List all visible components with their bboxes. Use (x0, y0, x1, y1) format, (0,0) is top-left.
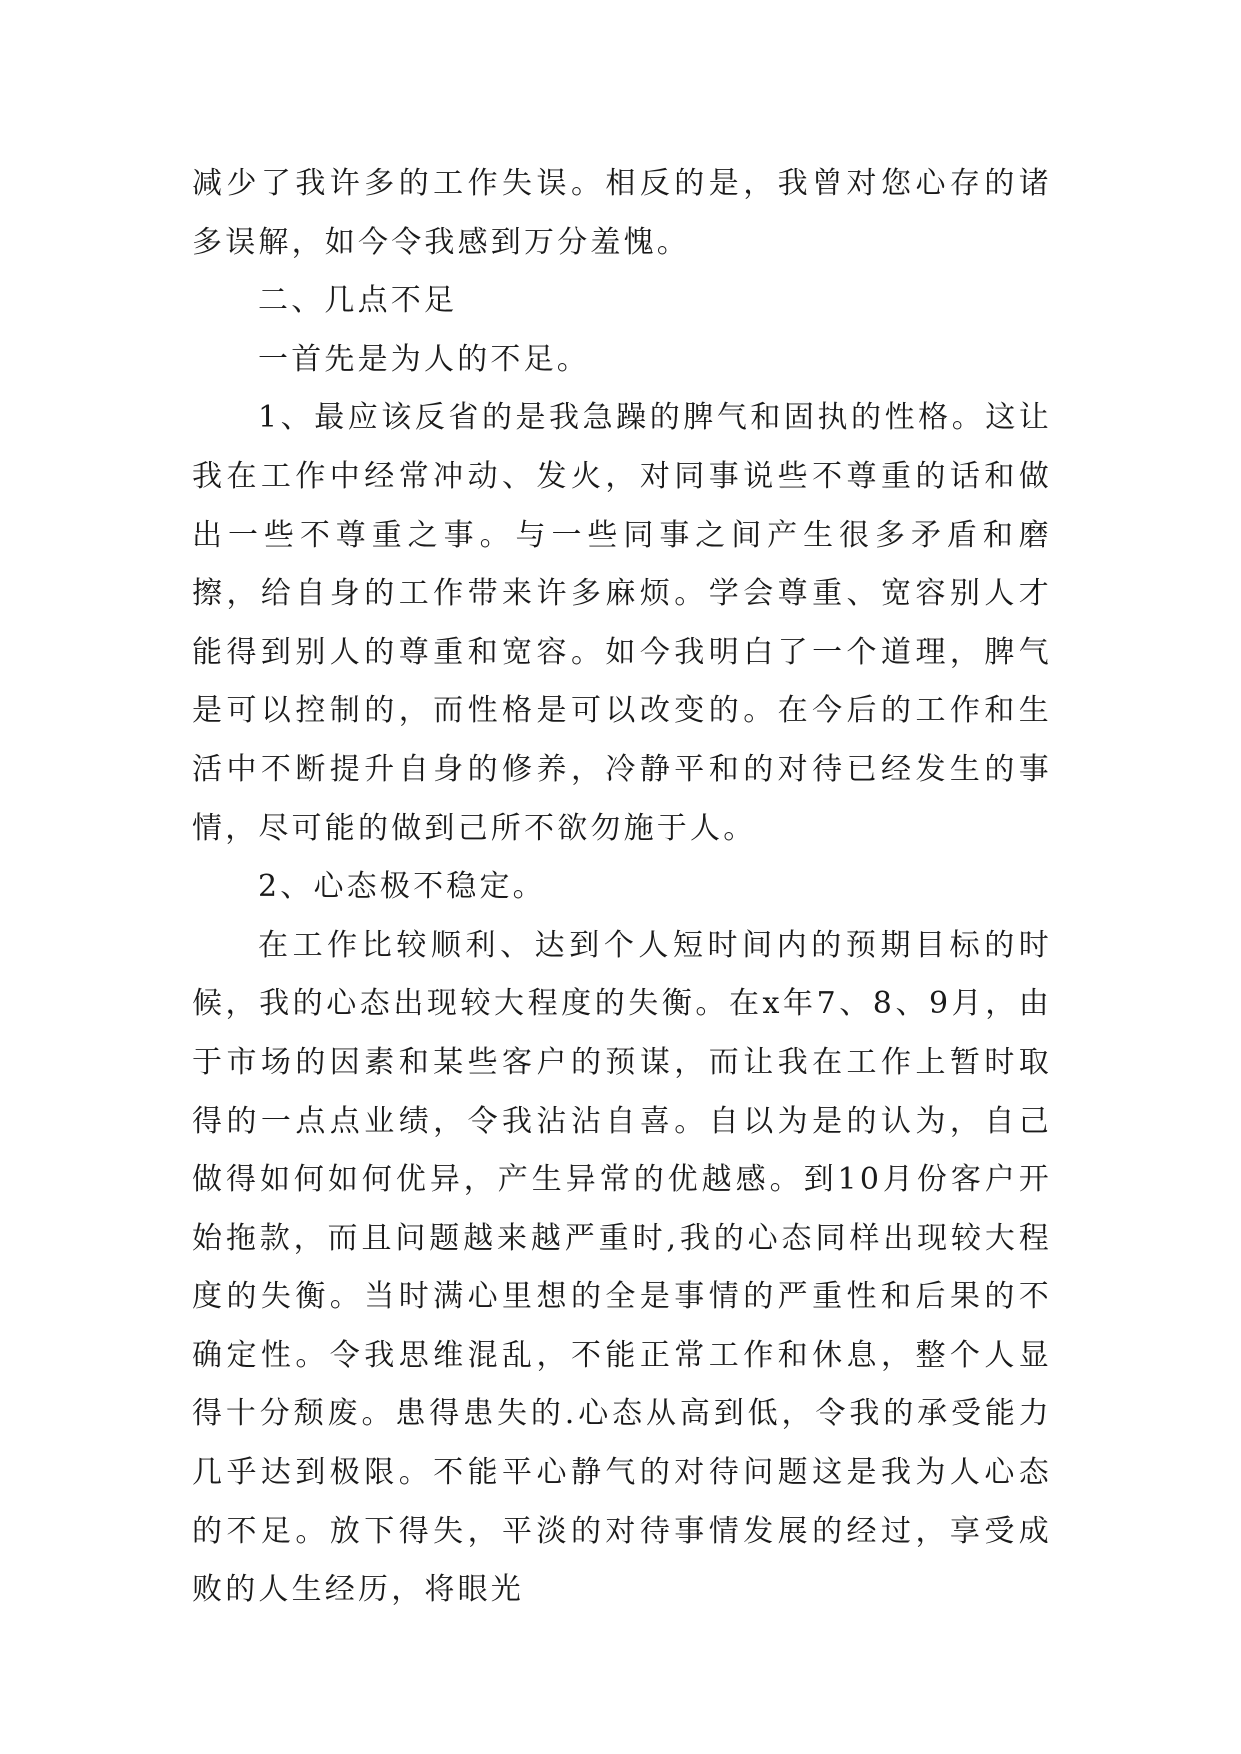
paragraph: 1、最应该反省的是我急躁的脾气和固执的性格。这让我在工作中经常冲动、发火，对同事说些不尊重的话和做出一些不尊重之事。与一些同事之间产生很多矛盾和磨擦，给自身的工作带来许多麻烦。学会尊重、宽容别人才能得到别人的尊重和宽容。如今我明白了一个道理，脾气是可以控制的，而性格是可以改变的。在今后的工作和生活中不断提升自身的修养，冷静平和的对待已经发生的事情，尽可能的做到己所不欲勿施于人。 (192, 400, 1052, 846)
paragraph: 在工作比较顺利、达到个人短时间内的预期目标的时候，我的心态出现较大程度的失衡。在x年7、8、9月，由于市场的因素和某些客户的预谋，而让我在工作上暂时取得的一点点业绩，令我沾沾自喜。自以为是的认为，自己做得如何如何优异，产生异常的优越感。到10月份客户开始拖款，而且问题越来越严重时,我的心态同样出现较大程度的失衡。当时满心里想的全是事情的严重性和后果的不确定性。令我思维混乱，不能正常工作和休息，整个人显得十分颓废。患得患失的.心态从高到低，令我的承受能力几乎达到极限。不能平心静气的对待问题这是我为人心态的不足。放下得失，平淡的对待事情发展的经过，享受成败的人生经历，将眼光 (192, 927, 1052, 1608)
paragraph: 减少了我许多的工作失误。相反的是，我曾对您心存的诸多误解，如今令我感到万分羞愧。 (192, 166, 1052, 260)
subsection-heading: 一首先是为人的不足。 (258, 341, 590, 377)
section-heading: 二、几点不足 (258, 283, 458, 319)
subsection-heading: 2、心态极不稳定。 (258, 869, 546, 905)
body-text (192, 155, 1052, 1620)
